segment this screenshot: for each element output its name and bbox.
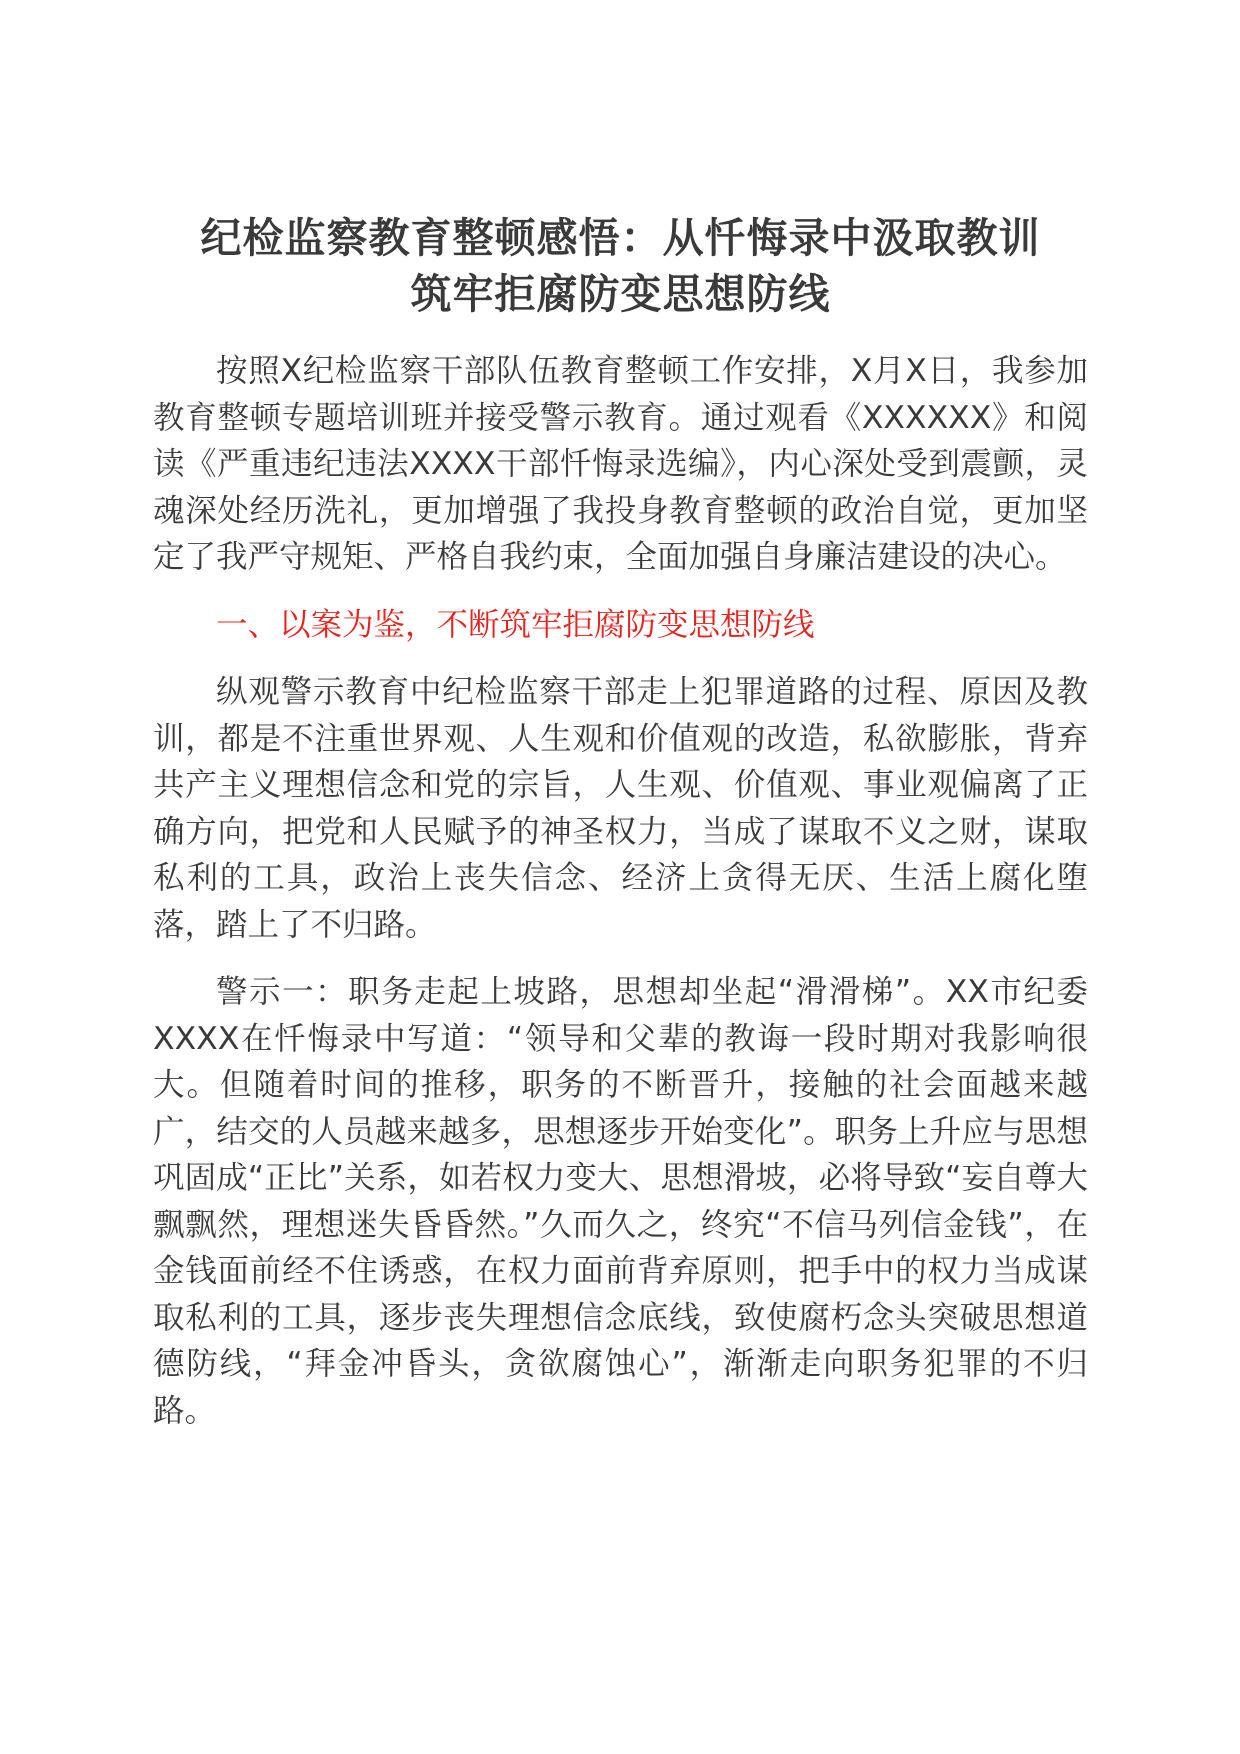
warning-1-paragraph: 警示一：职务走起上坡路，思想却坐起“滑滑梯”。XX市纪委XXXX在忏悔录中写道：“领导和父辈的教诲一段时期对我影响很大。但随着时间的推移，职务的不断晋升，接触的社会面越来越广，结交的人员越来越多，思想逐步开始变化”。职务上升应与思想巩固成“正比”关系，如若权力变大、思想滑坡，必将导致“妄自尊大飘飘然，理想迷失昏昏然。”久而久之，终究“不信马列信金钱”，在金钱面前经不住诱惑，在权力面前背弃原则，把手中的权力当成谋取私利的工具，逐步丧失理想信念底线，致使腐朽念头突破思想道德防线，“拜金冲昏头，贪欲腐蚀心”，渐渐走向职务犯罪的不归路。	[153, 974, 1088, 1429]
section-1-paragraph: 纵观警示教育中纪检监察干部走上犯罪道路的过程、原因及教训，都是不注重世界观、人生观和价值观的改造，私欲膨胀，背弃共产主义理想信念和党的宗旨，人生观、价值观、事业观偏离了正确方向，把党和人民赋予的神圣权力，当成了谋取不义之财，谋取私利的工具，政治上丧失信念、经济上贪得无厌、生活上腐化堕落，踏上了不归路。	[153, 674, 1088, 943]
section-heading-1: 一、以案为鉴，不断筑牢拒腐防变思想防线	[216, 606, 815, 643]
intro-paragraph: 按照X纪检监察干部队伍教育整顿工作安排，X月X日，我参加教育整顿专题培训班并接受警示教育。通过观看《XXXXXX》和阅读《严重违纪违法XXXX干部忏悔录选编》，内心深处受到震颤，灵魂深处经历洗礼，更加增强了我投身教育整顿的政治自觉，更加坚定了我严守规矩、严格自我约束，全面加强自身廉洁建设的决心。	[153, 353, 1088, 575]
title-line-1: 纪检监察教育整顿感悟：从忏悔录中汲取教训	[200, 214, 1041, 262]
document-body	[153, 210, 1088, 1434]
document-title	[153, 210, 1088, 322]
title-line-2: 筑牢拒腐防变思想防线	[410, 270, 831, 318]
